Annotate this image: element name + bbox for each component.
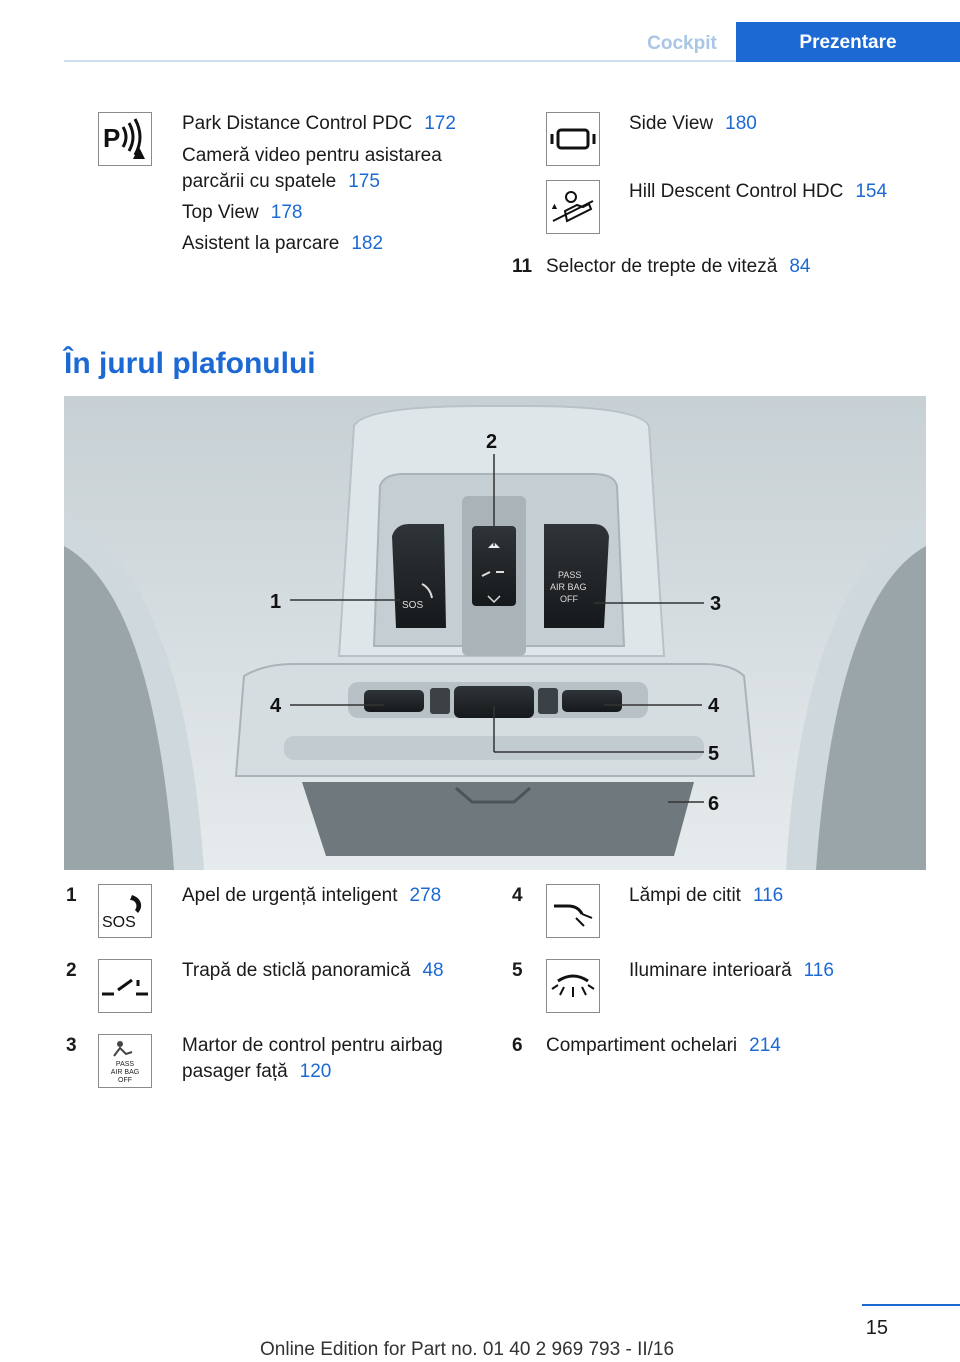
item-sos-call: Apel de urgență inteligent 278 (182, 885, 442, 906)
page-ref[interactable]: 154 (855, 181, 888, 202)
item-hdc: Hill Descent Control HDC 154 (629, 181, 888, 202)
svg-text:2: 2 (486, 431, 498, 453)
svg-text:6: 6 (708, 793, 720, 815)
park-distance-control-icon (98, 112, 152, 166)
item-number: 2 (66, 960, 77, 981)
svg-text:AIR BAG: AIR BAG (110, 1069, 140, 1076)
svg-text:▲: ▲ (550, 201, 559, 211)
item-side-view: Side View 180 (629, 113, 757, 134)
svg-text:OFF: OFF (118, 1077, 132, 1084)
page-ref[interactable]: 172 (424, 113, 456, 134)
interior-light-icon (546, 959, 600, 1013)
item-gear-selector: Selector de trepte de viteză 84 (546, 256, 811, 277)
item-top-view: Top View 178 (182, 202, 303, 223)
section-title: În jurul plafonului (64, 347, 316, 380)
svg-text:4: 4 (270, 695, 282, 717)
footer-rule (862, 1304, 960, 1306)
page-ref[interactable]: 278 (409, 885, 442, 906)
tab-cockpit[interactable]: Cockpit (647, 33, 717, 54)
edition-text: Online Edition for Part no. 01 40 2 969 793 - II/16 (260, 1339, 675, 1360)
item-glasses-compartment: Compartiment ochelari 214 (546, 1035, 781, 1056)
item-panoramic-roof: Trapă de sticlă panoramică 48 (182, 960, 444, 981)
svg-text:3: 3 (710, 593, 722, 615)
reading-lamp-icon (546, 884, 600, 938)
svg-text:OFF: OFF (560, 594, 578, 604)
page-ref[interactable]: 214 (749, 1035, 781, 1056)
sos-call-icon (98, 884, 152, 938)
panoramic-roof-icon (98, 959, 152, 1013)
item-number: 6 (512, 1035, 523, 1056)
item-number: 1 (66, 885, 77, 906)
svg-text:SOS: SOS (102, 914, 136, 931)
svg-text:1: 1 (270, 591, 282, 613)
item-number: 4 (512, 885, 523, 906)
page-ref[interactable]: 116 (752, 885, 784, 906)
svg-text:SOS: SOS (402, 600, 424, 611)
tab-prezentare[interactable]: Prezentare (736, 22, 960, 62)
item-number: 3 (66, 1035, 77, 1056)
hill-descent-control-icon (546, 180, 600, 234)
item-rear-camera-line1: Cameră video pentru asistarea (182, 145, 442, 166)
passenger-airbag-off-icon (98, 1034, 152, 1088)
page-ref[interactable]: 48 (422, 960, 444, 981)
item-reading-lamps: Lămpi de citit 116 (629, 885, 784, 906)
page-ref[interactable]: 84 (789, 256, 811, 277)
page-ref[interactable]: 178 (270, 202, 303, 223)
page-ref[interactable]: 116 (803, 960, 834, 981)
svg-text:5: 5 (708, 743, 720, 765)
page-ref[interactable]: 182 (351, 233, 384, 254)
page-ref[interactable]: 180 (725, 113, 757, 134)
svg-text:4: 4 (708, 695, 720, 717)
item-interior-lighting: Iluminare interioară 116 (629, 960, 834, 981)
item-pdc: Park Distance Control PDC 172 (182, 113, 456, 134)
svg-text:PASS: PASS (558, 570, 582, 580)
overhead-console-photo (64, 396, 926, 870)
item-airbag-indicator-line1: Martor de control pentru airbag (182, 1035, 443, 1056)
item-number: 5 (512, 960, 523, 981)
svg-text:PASS: PASS (115, 1061, 135, 1068)
svg-text:AIR BAG: AIR BAG (550, 582, 587, 592)
page-ref[interactable]: 120 (299, 1061, 332, 1082)
page-ref[interactable]: 175 (348, 171, 380, 192)
item-number: 11 (512, 256, 533, 277)
item-rear-camera-line2: parcării cu spatele 175 (182, 171, 380, 192)
page-number: 15 (865, 1317, 888, 1339)
item-parking-assistant: Asistent la parcare 182 (182, 233, 384, 254)
svg-text:P: P (103, 123, 121, 153)
side-view-camera-icon (546, 112, 600, 166)
item-airbag-indicator-line2: pasager față 120 (182, 1061, 332, 1082)
